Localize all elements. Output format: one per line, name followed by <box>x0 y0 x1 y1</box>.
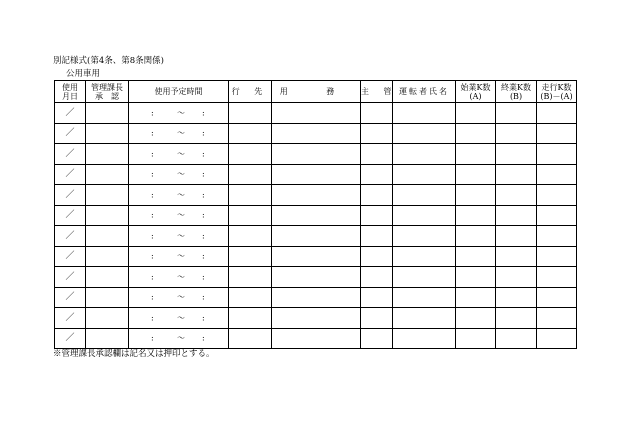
header-row <box>55 81 577 103</box>
driver-name-cell[interactable] <box>393 246 456 267</box>
header-purpose <box>272 81 361 103</box>
purpose-cell[interactable] <box>272 267 361 288</box>
approval-cell[interactable] <box>86 226 129 247</box>
destination-cell[interactable] <box>229 144 272 165</box>
end-time-colon: : <box>202 128 205 138</box>
start-km-cell[interactable] <box>456 205 496 226</box>
date-slash: ／ <box>65 312 75 323</box>
table-row <box>55 144 577 165</box>
approval-cell[interactable] <box>86 103 129 124</box>
date-cell[interactable] <box>55 267 86 288</box>
header-start-km-line2: (A) <box>469 91 482 101</box>
travel-km-cell[interactable] <box>537 205 577 226</box>
header-purpose-label: 用 務 <box>279 87 353 96</box>
date-cell[interactable] <box>55 144 86 165</box>
end-km-cell[interactable] <box>496 185 537 206</box>
header-date-line1: 使用 <box>62 82 78 92</box>
purpose-cell[interactable] <box>272 308 361 329</box>
approval-cell[interactable] <box>86 287 129 308</box>
date-cell[interactable] <box>55 185 86 206</box>
purpose-cell[interactable] <box>272 287 361 308</box>
approval-cell[interactable] <box>86 123 129 144</box>
start-time-colon: : <box>151 292 154 302</box>
header-approval <box>86 81 129 103</box>
purpose-cell[interactable] <box>272 123 361 144</box>
end-km-cell[interactable] <box>496 287 537 308</box>
travel-km-cell[interactable] <box>537 103 577 124</box>
travel-km-cell[interactable] <box>537 185 577 206</box>
travel-km-cell[interactable] <box>537 164 577 185</box>
time-range-tilde: 〜 <box>177 251 185 261</box>
purpose-cell[interactable] <box>272 185 361 206</box>
table-row <box>55 226 577 247</box>
start-km-cell[interactable] <box>456 185 496 206</box>
date-slash: ／ <box>65 230 75 241</box>
end-km-cell[interactable] <box>496 123 537 144</box>
table-row <box>55 287 577 308</box>
header-end-km <box>496 81 537 103</box>
destination-cell[interactable] <box>229 164 272 185</box>
date-slash: ／ <box>65 169 75 180</box>
time-range-tilde: 〜 <box>177 190 185 200</box>
time-cell[interactable] <box>129 287 229 308</box>
start-time-colon: : <box>151 231 154 241</box>
time-cell[interactable] <box>129 205 229 226</box>
date-cell[interactable] <box>55 205 86 226</box>
time-cell[interactable] <box>129 164 229 185</box>
purpose-cell[interactable] <box>272 328 361 349</box>
supervisor-cell[interactable] <box>361 123 393 144</box>
time-range-tilde: 〜 <box>177 292 185 302</box>
time-cell[interactable] <box>129 123 229 144</box>
travel-km-cell[interactable] <box>537 267 577 288</box>
end-km-cell[interactable] <box>496 144 537 165</box>
travel-km-cell[interactable] <box>537 144 577 165</box>
supervisor-cell[interactable] <box>361 308 393 329</box>
time-range-tilde: 〜 <box>177 313 185 323</box>
end-km-cell[interactable] <box>496 308 537 329</box>
approval-cell[interactable] <box>86 205 129 226</box>
date-cell[interactable] <box>55 123 86 144</box>
start-time-colon: : <box>151 149 154 159</box>
start-time-colon: : <box>151 128 154 138</box>
purpose-cell[interactable] <box>272 164 361 185</box>
time-range-tilde: 〜 <box>177 333 185 343</box>
driver-name-cell[interactable] <box>393 205 456 226</box>
end-time-colon: : <box>202 108 205 118</box>
header-destination <box>229 81 272 103</box>
purpose-cell[interactable] <box>272 246 361 267</box>
table-row <box>55 246 577 267</box>
travel-km-cell[interactable] <box>537 123 577 144</box>
end-km-cell[interactable] <box>496 226 537 247</box>
start-km-cell[interactable] <box>456 328 496 349</box>
supervisor-cell[interactable] <box>361 267 393 288</box>
end-time-colon: : <box>202 190 205 200</box>
date-cell[interactable] <box>55 226 86 247</box>
driver-name-cell[interactable] <box>393 123 456 144</box>
start-km-cell[interactable] <box>456 123 496 144</box>
header-time <box>129 81 229 103</box>
header-end-km-line2: (B) <box>509 91 523 101</box>
table-row <box>55 185 577 206</box>
supervisor-cell[interactable] <box>361 144 393 165</box>
end-time-colon: : <box>202 333 205 343</box>
date-slash: ／ <box>65 333 75 344</box>
approval-cell[interactable] <box>86 164 129 185</box>
date-slash: ／ <box>65 251 75 262</box>
time-range-tilde: 〜 <box>177 231 185 241</box>
header-travel-km <box>537 81 577 103</box>
time-cell[interactable] <box>129 308 229 329</box>
time-range-tilde: 〜 <box>177 128 185 138</box>
driver-name-cell[interactable] <box>393 328 456 349</box>
end-km-cell[interactable] <box>496 103 537 124</box>
approval-cell[interactable] <box>86 185 129 206</box>
destination-cell[interactable] <box>229 205 272 226</box>
destination-cell[interactable] <box>229 287 272 308</box>
header-supervisor-label: 主 管 <box>361 87 398 96</box>
header-date <box>55 81 86 103</box>
driver-name-cell[interactable] <box>393 287 456 308</box>
approval-cell[interactable] <box>86 267 129 288</box>
time-cell[interactable] <box>129 185 229 206</box>
table-row <box>55 123 577 144</box>
end-km-cell[interactable] <box>496 246 537 267</box>
header-start-km <box>456 81 496 103</box>
end-time-colon: : <box>202 272 205 282</box>
end-km-cell[interactable] <box>496 205 537 226</box>
driver-name-cell[interactable] <box>393 267 456 288</box>
destination-cell[interactable] <box>229 103 272 124</box>
supervisor-cell[interactable] <box>361 185 393 206</box>
date-slash: ／ <box>65 271 75 282</box>
end-km-cell[interactable] <box>496 267 537 288</box>
header-start-km-line1: 始業K数 <box>460 82 491 92</box>
time-cell[interactable] <box>129 226 229 247</box>
date-slash: ／ <box>65 210 75 221</box>
destination-cell[interactable] <box>229 308 272 329</box>
start-time-colon: : <box>151 272 154 282</box>
footnote: ※管理課長承認欄は記名又は押印とする。 <box>53 349 215 359</box>
time-range-tilde: 〜 <box>177 169 185 179</box>
supervisor-cell[interactable] <box>361 205 393 226</box>
form-title: 別記様式(第4条、第8条関係) <box>53 56 164 66</box>
start-time-colon: : <box>151 190 154 200</box>
table-row <box>55 267 577 288</box>
destination-cell[interactable] <box>229 328 272 349</box>
date-slash: ／ <box>65 292 75 303</box>
time-cell[interactable] <box>129 328 229 349</box>
start-km-cell[interactable] <box>456 164 496 185</box>
header-travel-km-line1: 走行K数 <box>541 82 572 92</box>
driver-name-cell[interactable] <box>393 185 456 206</box>
destination-cell[interactable] <box>229 267 272 288</box>
header-supervisor <box>361 81 398 103</box>
destination-cell[interactable] <box>229 226 272 247</box>
purpose-cell[interactable] <box>272 226 361 247</box>
date-slash: ／ <box>65 189 75 200</box>
start-km-cell[interactable] <box>456 144 496 165</box>
start-km-cell[interactable] <box>456 226 496 247</box>
date-cell[interactable] <box>55 246 86 267</box>
date-cell[interactable] <box>55 164 86 185</box>
driver-name-cell[interactable] <box>393 164 456 185</box>
supervisor-cell[interactable] <box>361 103 393 124</box>
end-time-colon: : <box>202 313 205 323</box>
time-cell[interactable] <box>129 144 229 165</box>
start-km-cell[interactable] <box>456 308 496 329</box>
supervisor-cell[interactable] <box>361 328 393 349</box>
table-row <box>55 205 577 226</box>
table-row <box>55 328 577 349</box>
time-range-tilde: 〜 <box>177 272 185 282</box>
date-slash: ／ <box>65 107 75 118</box>
driver-name-cell[interactable] <box>393 308 456 329</box>
end-time-colon: : <box>202 210 205 220</box>
header-approval-line2: 承 認 <box>95 91 119 101</box>
time-range-tilde: 〜 <box>177 149 185 159</box>
start-km-cell[interactable] <box>456 103 496 124</box>
driver-name-cell[interactable] <box>393 226 456 247</box>
header-end-km-line1: 終業K数 <box>501 82 531 92</box>
time-cell[interactable] <box>129 103 229 124</box>
date-cell[interactable] <box>55 328 86 349</box>
log-body <box>55 103 577 349</box>
supervisor-cell[interactable] <box>361 287 393 308</box>
start-time-colon: : <box>151 169 154 179</box>
approval-cell[interactable] <box>86 246 129 267</box>
destination-cell[interactable] <box>229 246 272 267</box>
time-cell[interactable] <box>129 246 229 267</box>
travel-km-cell[interactable] <box>537 246 577 267</box>
date-cell[interactable] <box>55 287 86 308</box>
table-row <box>55 103 577 124</box>
start-time-colon: : <box>151 108 154 118</box>
travel-km-cell[interactable] <box>537 308 577 329</box>
end-time-colon: : <box>202 251 205 261</box>
date-slash: ／ <box>65 148 75 159</box>
header-driver-label: 運転者氏名 <box>399 87 449 96</box>
header-time-label: 使用予定時間 <box>154 87 203 96</box>
header-driver <box>393 81 456 103</box>
date-slash: ／ <box>65 128 75 139</box>
end-km-cell[interactable] <box>496 328 537 349</box>
time-range-tilde: 〜 <box>177 210 185 220</box>
start-time-colon: : <box>151 333 154 343</box>
approval-cell[interactable] <box>86 328 129 349</box>
vehicle-usage-log-table <box>54 80 577 349</box>
date-cell[interactable] <box>55 103 86 124</box>
driver-name-cell[interactable] <box>393 103 456 124</box>
table-row <box>55 308 577 329</box>
end-km-cell[interactable] <box>496 164 537 185</box>
header-destination-label: 行 先 <box>231 87 269 96</box>
travel-km-cell[interactable] <box>537 328 577 349</box>
form-subtitle: 公用車用 <box>66 69 101 79</box>
purpose-cell[interactable] <box>272 144 361 165</box>
time-range-tilde: 〜 <box>177 108 185 118</box>
purpose-cell[interactable] <box>272 205 361 226</box>
purpose-cell[interactable] <box>272 103 361 124</box>
start-time-colon: : <box>151 210 154 220</box>
header-date-line2: 月日 <box>62 91 78 101</box>
end-time-colon: : <box>202 169 205 179</box>
table-row <box>55 164 577 185</box>
end-time-colon: : <box>202 231 205 241</box>
start-km-cell[interactable] <box>456 267 496 288</box>
driver-name-cell[interactable] <box>393 144 456 165</box>
end-time-colon: : <box>202 292 205 302</box>
header-approval-line1: 管理課長 <box>91 82 123 92</box>
start-time-colon: : <box>151 313 154 323</box>
time-cell[interactable] <box>129 267 229 288</box>
start-km-cell[interactable] <box>456 246 496 267</box>
date-cell[interactable] <box>55 308 86 329</box>
approval-cell[interactable] <box>86 308 129 329</box>
supervisor-cell[interactable] <box>361 164 393 185</box>
start-time-colon: : <box>151 251 154 261</box>
destination-cell[interactable] <box>229 185 272 206</box>
destination-cell[interactable] <box>229 123 272 144</box>
travel-km-cell[interactable] <box>537 226 577 247</box>
supervisor-cell[interactable] <box>361 246 393 267</box>
approval-cell[interactable] <box>86 144 129 165</box>
start-km-cell[interactable] <box>456 287 496 308</box>
end-time-colon: : <box>202 149 205 159</box>
supervisor-cell[interactable] <box>361 226 393 247</box>
travel-km-cell[interactable] <box>537 287 577 308</box>
header-travel-km-line2: (B)－(A) <box>540 91 573 101</box>
